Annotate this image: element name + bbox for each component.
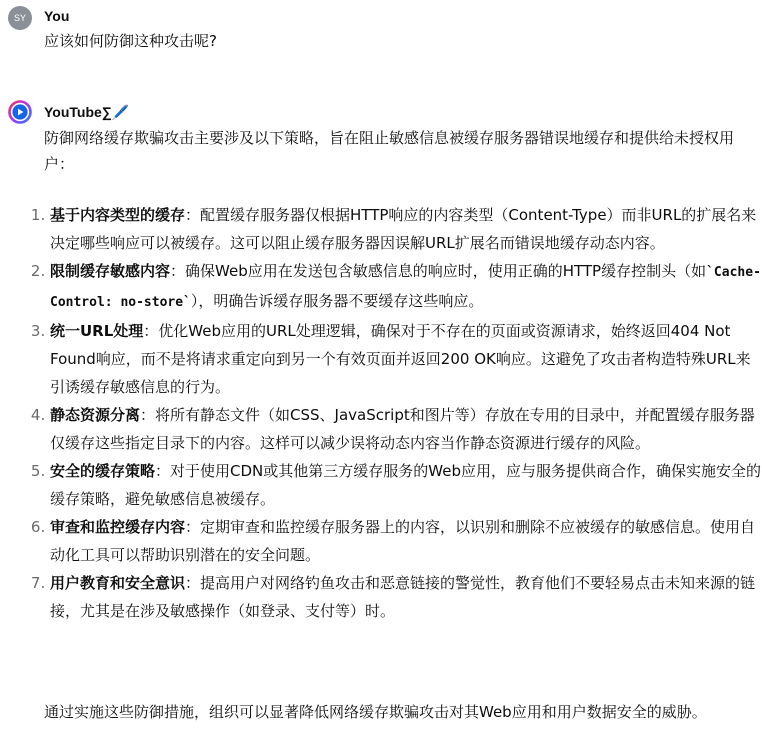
list-item-text: ：将所有静态文件（如CSS、JavaScript和图片等）存放在专用的目录中，并配置缓存服务器仅缓存这些指定目录下的内容。这样可以减少误将动态内容当作静态资源进行缓存的风险。	[50, 406, 755, 452]
list-item	[50, 257, 762, 317]
list-item	[50, 569, 762, 625]
user-avatar	[8, 6, 32, 30]
inline-code: `Cache-Control: no-store`	[50, 265, 761, 310]
list-item-text: ：对于使用CDN或其他第三方缓存服务的Web应用，应与服务提供商合作，确保实施安全的缓存策略，避免敏感信息被缓存。	[50, 462, 761, 508]
list-item-term: 安全的缓存策略	[50, 462, 156, 480]
list-item-term: 用户教育和安全意识	[50, 574, 186, 592]
list-item-text: ：确保Web应用在发送包含敏感信息的响应时，使用正确的HTTP缓存控制头（如	[170, 262, 707, 280]
list-item-term: 限制缓存敏感内容	[50, 262, 171, 280]
list-item	[50, 317, 762, 401]
list-item-term: 基于内容类型的缓存	[50, 206, 186, 224]
list-item-text: ：优化Web应用的URL处理逻辑，确保对于不存在的页面或资源请求，始终返回404 Not Found响应，而不是将请求重定向到另一个有效页面并返回200 OK响应。这避免了攻击者构造特殊URL来引诱缓存敏感信息的行为。	[50, 322, 751, 396]
list-item	[50, 201, 762, 257]
defense-strategies-list	[24, 201, 762, 625]
list-item-text: ：定期审查和监控缓存服务器上的内容，以识别和删除不应被缓存的敏感信息。使用自动化工具可以帮助识别潜在的安全问题。	[50, 518, 756, 564]
user-author-name: You	[44, 8, 70, 24]
list-item-text: ），明确告诉缓存服务器不要缓存这些响应。	[190, 292, 484, 310]
list-item	[50, 457, 762, 513]
user-message-text: 应该如何防御这种攻击呢?	[44, 32, 217, 50]
list-item-text: ：提高用户对网络钓鱼攻击和恶意链接的警觉性，教育他们不要轻易点击未知来源的链接，尤其是在涉及敏感操作（如登录、支付等）时。	[50, 574, 756, 620]
assistant-author-name: YouTube∑🖊️	[44, 104, 130, 120]
list-item	[50, 401, 762, 457]
assistant-intro-text: 防御网络缓存欺骗攻击主要涉及以下策略，旨在阻止敏感信息被缓存服务器错误地缓存和提供给未授权用户：	[44, 129, 735, 173]
list-item-term: 审查和监控缓存内容	[50, 518, 186, 536]
youtube-gpt-logo-icon	[8, 100, 32, 124]
list-item	[50, 513, 762, 569]
user-avatar-initials: SY	[13, 13, 26, 23]
assistant-conclusion-text: 通过实施这些防御措施，组织可以显著降低网络缓存欺骗攻击对其Web应用和用户数据安全的威胁。	[44, 703, 707, 721]
list-item-text: ：配置缓存服务器仅根据HTTP响应的内容类型（Content-Type）而非URL的扩展名来决定哪些响应可以被缓存。这可以阻止缓存服务器因误解URL扩展名而错误地缓存动态内容。	[50, 206, 757, 252]
list-item-term: 统一URL处理	[50, 322, 144, 340]
list-item-term: 静态资源分离	[50, 406, 141, 424]
